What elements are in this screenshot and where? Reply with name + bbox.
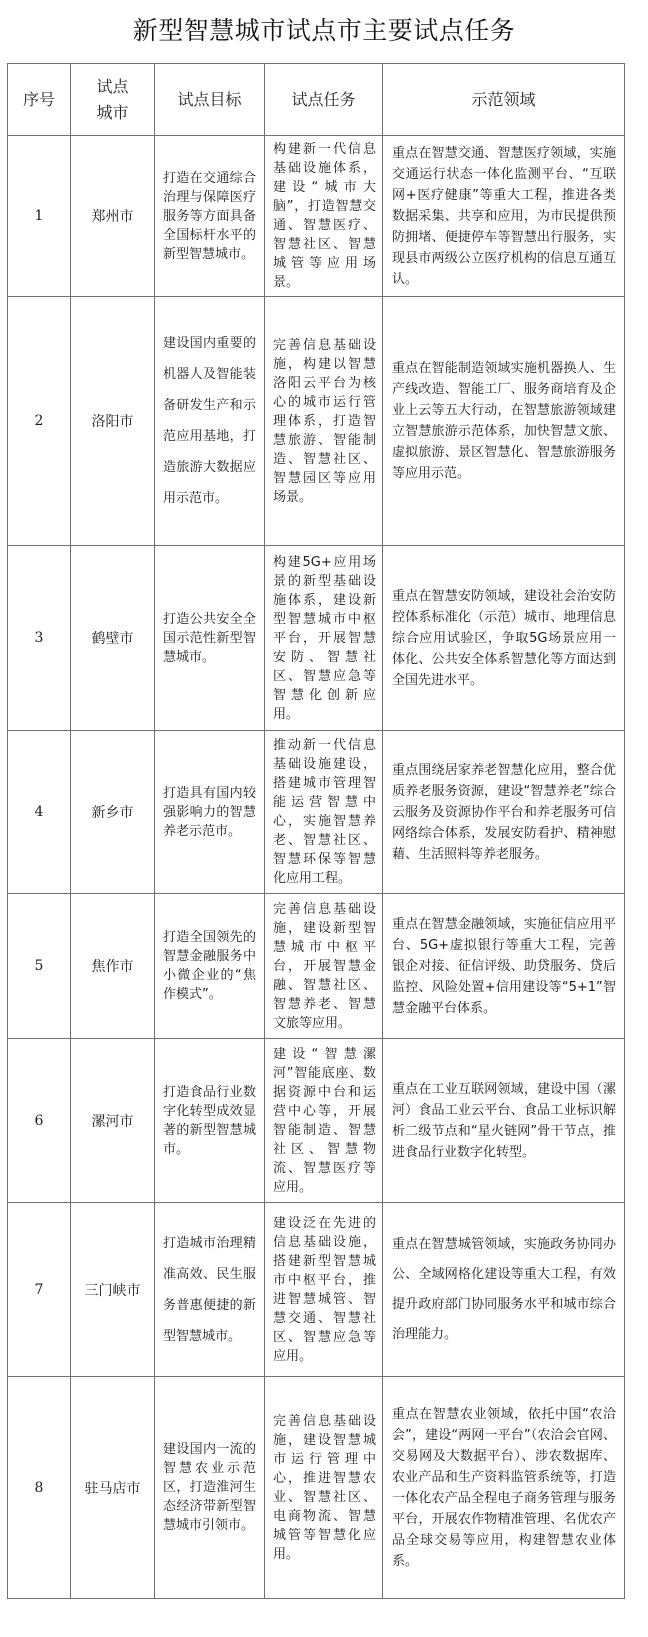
pilot-goal-text: 打造在交通综合治理与保障医疗服务等方面具备全国标杆水平的新型智慧城市。 <box>163 170 256 262</box>
demo-area-text: 重点围绕居家养老智慧化应用，整合优质养老服务资源，建设“智慧养老”综合云服务及资源协作平台和养老服务可信网络综合体系，发展安防看护、精神慰藉、生活照料等养老服务。 <box>392 762 616 862</box>
pilot-task-text: 推动新一代信息基础设施建设，搭建城市管理智能运营智慧中心，实施智慧养老、智慧社区、智慧环保等智慧化应用工程。 <box>273 738 376 886</box>
demo-area <box>383 894 625 1039</box>
table-header-row <box>8 64 625 136</box>
pilot-task <box>265 546 383 731</box>
row-number: 4 <box>8 731 71 894</box>
pilot-goal-text: 建设国内一流的智慧农业示范区，打造淮河生态经济带新型智慧城市引领市。 <box>163 1442 256 1533</box>
pilot-task <box>265 1203 383 1377</box>
demo-area <box>383 1377 625 1599</box>
header-city <box>71 64 155 136</box>
pilot-goal <box>155 894 265 1039</box>
header-task: 试点任务 <box>265 64 383 136</box>
pilot-task <box>265 1377 383 1599</box>
pilot-task-text: 完善信息基础设施，建设新型智慧城市中枢平台，开展智慧金融、智慧社区、智慧养老、智慧文旅等应用。 <box>273 901 376 1031</box>
table-row <box>8 1039 625 1203</box>
pilot-task <box>265 894 383 1039</box>
row-number: 6 <box>8 1039 71 1203</box>
demo-area-text: 重点在智慧安防领域，建设社会治安防控体系标准化（示范）城市、地理信息综合应用试验区，争取5G场景应用一体化、公共安全体系智慧化等方面达到全国先进水平。 <box>392 588 616 688</box>
pilot-goal <box>155 1203 265 1377</box>
table-row <box>8 546 625 731</box>
header-city-label: 试点城市 <box>96 76 129 122</box>
document-title: 新型智慧城市试点市主要试点任务 <box>132 16 516 45</box>
pilot-task-text: 构建5G+应用场景的新型基础设施体系，建设新型智慧城市中枢平台，开展智慧安防、智慧社区、智慧应急等智慧化创新应用。 <box>273 554 376 722</box>
row-number: 1 <box>8 136 71 297</box>
row-number: 8 <box>8 1377 71 1599</box>
pilot-goal-text: 打造全国领先的智慧金融服务中小微企业的“焦作模式”。 <box>163 930 256 1002</box>
demo-area-text: 重点在工业互联网领域，建设中国（漯河）食品工业云平台、食品工业标识解析二级节点和“星火链网”骨干节点，推进食品行业数字化转型。 <box>392 1081 616 1160</box>
pilot-task-text: 构建新一代信息基础设施体系，建设“城市大脑”，打造智慧交通、智慧医疗、智慧社区、智慧城管等应用场景。 <box>273 142 376 290</box>
city-name: 三门峡市 <box>71 1203 155 1377</box>
city-name: 郑州市 <box>71 136 155 297</box>
city-name: 鹤壁市 <box>71 546 155 731</box>
city-name: 洛阳市 <box>71 297 155 546</box>
pilot-goal-text: 打造公共安全全国示范性新型智慧城市。 <box>163 611 256 665</box>
table-row <box>8 1377 625 1599</box>
demo-area <box>383 1039 625 1203</box>
demo-area-text: 重点在智慧城管领域，实施政务协同办公、全域网格化建设等重大工程，有效提升政府部门协同服务水平和城市综合治理能力。 <box>392 1236 616 1342</box>
demo-area-text: 重点在智慧交通、智慧医疗领域，实施交通运行状态一体化监测平台、“互联网+医疗健康”等重大工程，推进各类数据采集、共享和应用，为市民提供预防拥堵、便捷停车等智慧出行服务，实现县市两级公立医疗机构的信息互通互认。 <box>392 145 616 287</box>
pilot-task <box>265 297 383 546</box>
row-number: 7 <box>8 1203 71 1377</box>
row-number: 3 <box>8 546 71 731</box>
pilot-task-text: 完善信息基础设施，建设智慧城市运行管理中心，推进智慧农业、智慧社区、电商物流、智慧城管等智慧化应用。 <box>273 1413 376 1562</box>
pilot-task-text: 完善信息基础设施，构建以智慧洛阳云平台为核心的城市运行管理体系，打造智慧旅游、智能制造、智慧社区、智慧园区等应用场景。 <box>273 337 376 505</box>
table-row <box>8 1203 625 1377</box>
header-goal: 试点目标 <box>155 64 265 136</box>
city-name: 驻马店市 <box>71 1377 155 1599</box>
pilot-goal <box>155 1377 265 1599</box>
row-number: 2 <box>8 297 71 546</box>
table-row <box>8 894 625 1039</box>
pilot-task <box>265 136 383 297</box>
city-name: 漯河市 <box>71 1039 155 1203</box>
pilot-goal-text: 建设国内重要的机器人及智能装备研发生产和示范应用基地，打造旅游大数据应用示范市。 <box>163 336 256 506</box>
demo-area-text: 重点在智能制造领域实施机器换人、生产线改造、智能工厂、服务商培育及企业上云等五大行动，在智慧旅游领域建立智慧旅游示范体系，加快智慧文旅、虚拟旅游、景区智慧化、智慧旅游服务等应用示范。 <box>392 361 616 481</box>
pilot-goal <box>155 731 265 894</box>
pilot-goal-text: 打造具有国内较强影响力的智慧养老示范市。 <box>163 785 256 839</box>
pilot-task <box>265 731 383 894</box>
pilot-goal-text: 打造城市治理精准高效、民生服务普惠便捷的新型智慧城市。 <box>163 1235 256 1344</box>
demo-area <box>383 546 625 731</box>
header-no: 序号 <box>8 64 71 136</box>
header-area: 示范领域 <box>383 64 625 136</box>
pilot-goal-text: 打造食品行业数字化转型成效显著的新型智慧城市。 <box>163 1084 256 1157</box>
demo-area-text: 重点在智慧农业领域，依托中国“农洽会”，建设“两网一平台”（农洽会官网、交易网及大数据平台）、涉农数据库、农业产品和生产资料监管系统等，打造一体化农产品全程电子商务管理与服务平台，开展农作物精准管理、名优农产品全球交易等应用，构建智慧农业体系。 <box>392 1406 616 1569</box>
city-name: 焦作市 <box>71 894 155 1039</box>
demo-area <box>383 136 625 297</box>
demo-area-text: 重点在智慧金融领域，实施征信应用平台、5G+虚拟银行等重大工程，完善银企对接、征信评级、助贷服务、贷后监控、风险处置+信用建设等“5+1”智慧金融平台体系。 <box>392 916 616 1016</box>
pilot-task-text: 建设泛在先进的信息基础设施，搭建新型智慧城市中枢平台，推进智慧城管、智慧交通、智慧社区、智慧应急等应用。 <box>273 1215 376 1364</box>
table-row <box>8 136 625 297</box>
demo-area <box>383 731 625 894</box>
pilot-goal <box>155 546 265 731</box>
table-row <box>8 731 625 894</box>
pilot-goal <box>155 136 265 297</box>
row-number: 5 <box>8 894 71 1039</box>
table-row <box>8 297 625 546</box>
pilot-goal <box>155 297 265 546</box>
city-name: 新乡市 <box>71 731 155 894</box>
demo-area <box>383 1203 625 1377</box>
pilot-goal <box>155 1039 265 1203</box>
demo-area <box>383 297 625 546</box>
pilot-task <box>265 1039 383 1203</box>
pilot-task-table <box>7 63 625 1599</box>
pilot-task-text: 建设“智慧漯河”智能底座、数据资源中台和运营中心等，开展智能制造、智慧社区、智慧物流、智慧医疗等应用。 <box>273 1046 376 1195</box>
